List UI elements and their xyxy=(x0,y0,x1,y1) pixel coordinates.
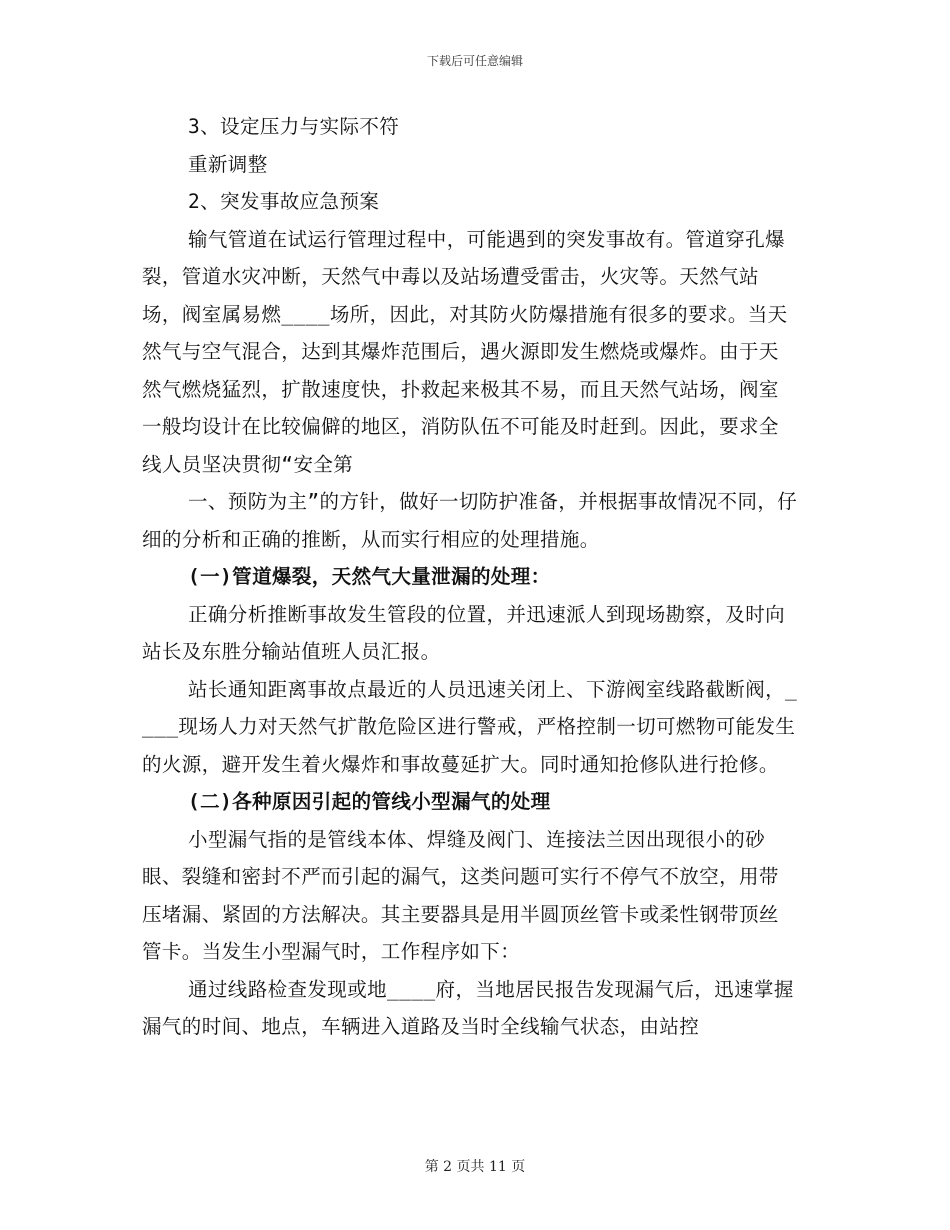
page-footer: 第 2 页共 11 页 xyxy=(424,1159,526,1175)
document-body xyxy=(142,108,798,1046)
paragraph-pipeline-accidents: 输气管道在试运行管理过程中，可能遇到的突发事故有。管道穿孔爆裂，管道水灾冲断，天然气中毒以及站场遭受雷击，火灾等。天然气站场，阀室属易燃____场所，因此，对其防火防爆措施有很多的要求。当天然气与空气混合，达到其爆炸范围后，遇火源即发生燃烧或爆炸。由于天然气燃烧猛烈，扩散速度快，扑救起来极其不易，而且天然气站场，阀室一般均设计在比较偏僻的地区，消防队伍不可能及时赶到。因此，要求全线人员坚决贯彻“安全第 xyxy=(142,227,788,476)
paragraph-leak-procedure: 通过线路检查发现或地____府，当地居民报告发现漏气后，迅速掌握漏气的时间、地点，车辆进入道路及当时全线输气状态，由站控 xyxy=(142,977,794,1038)
page-header: 下载后可任意编辑 xyxy=(426,54,523,68)
paragraph-readjust: 重新调整 xyxy=(188,152,268,176)
paragraph-small-leak-definition: 小型漏气指的是管线本体、焊缝及阀门、连接法兰因出现很小的砂眼、裂缝和密封不严而引起的漏气，这类问题可实行不停气不放空，用带压堵漏、紧固的方法解决。其主要器具是用半圆顶丝管卡或柔性钢带顶丝管卡。当发生小型漏气时，工作程序如下： xyxy=(142,827,779,963)
paragraph-pressure-mismatch: 3、设定压力与实际不符 xyxy=(188,115,400,138)
paragraph-locate-accident: 正确分析推断事故发生管段的位置，并迅速派人到现场勘察，及时向站长及东胜分输站值班人员汇报。 xyxy=(142,602,786,663)
paragraph-emergency-plan-heading: 2、突发事故应急预案 xyxy=(188,190,380,213)
paragraph-close-valves: 站长通知距离事故点最近的人员迅速关闭上、下游阀室线路截断阀，____现场人力对天然气扩散危险区进行警戒，严格控制一切可燃物可能发生的火源，避开发生着火爆炸和事故蔓延扩大。同时通知抢修队进行抢修。 xyxy=(142,677,798,776)
section-heading-small-leak: (二)各种原因引起的管线小型漏气的处理 xyxy=(188,790,551,813)
paragraph-prevention-policy: 一、预防为主”的方针，做好一切防护准备，并根据事故情况不同，仔细的分析和正确的推断，从而实行相应的处理措施。 xyxy=(142,490,798,551)
section-heading-pipe-burst: (一)管道爆裂，天然气大量泄漏的处理： xyxy=(188,565,551,588)
